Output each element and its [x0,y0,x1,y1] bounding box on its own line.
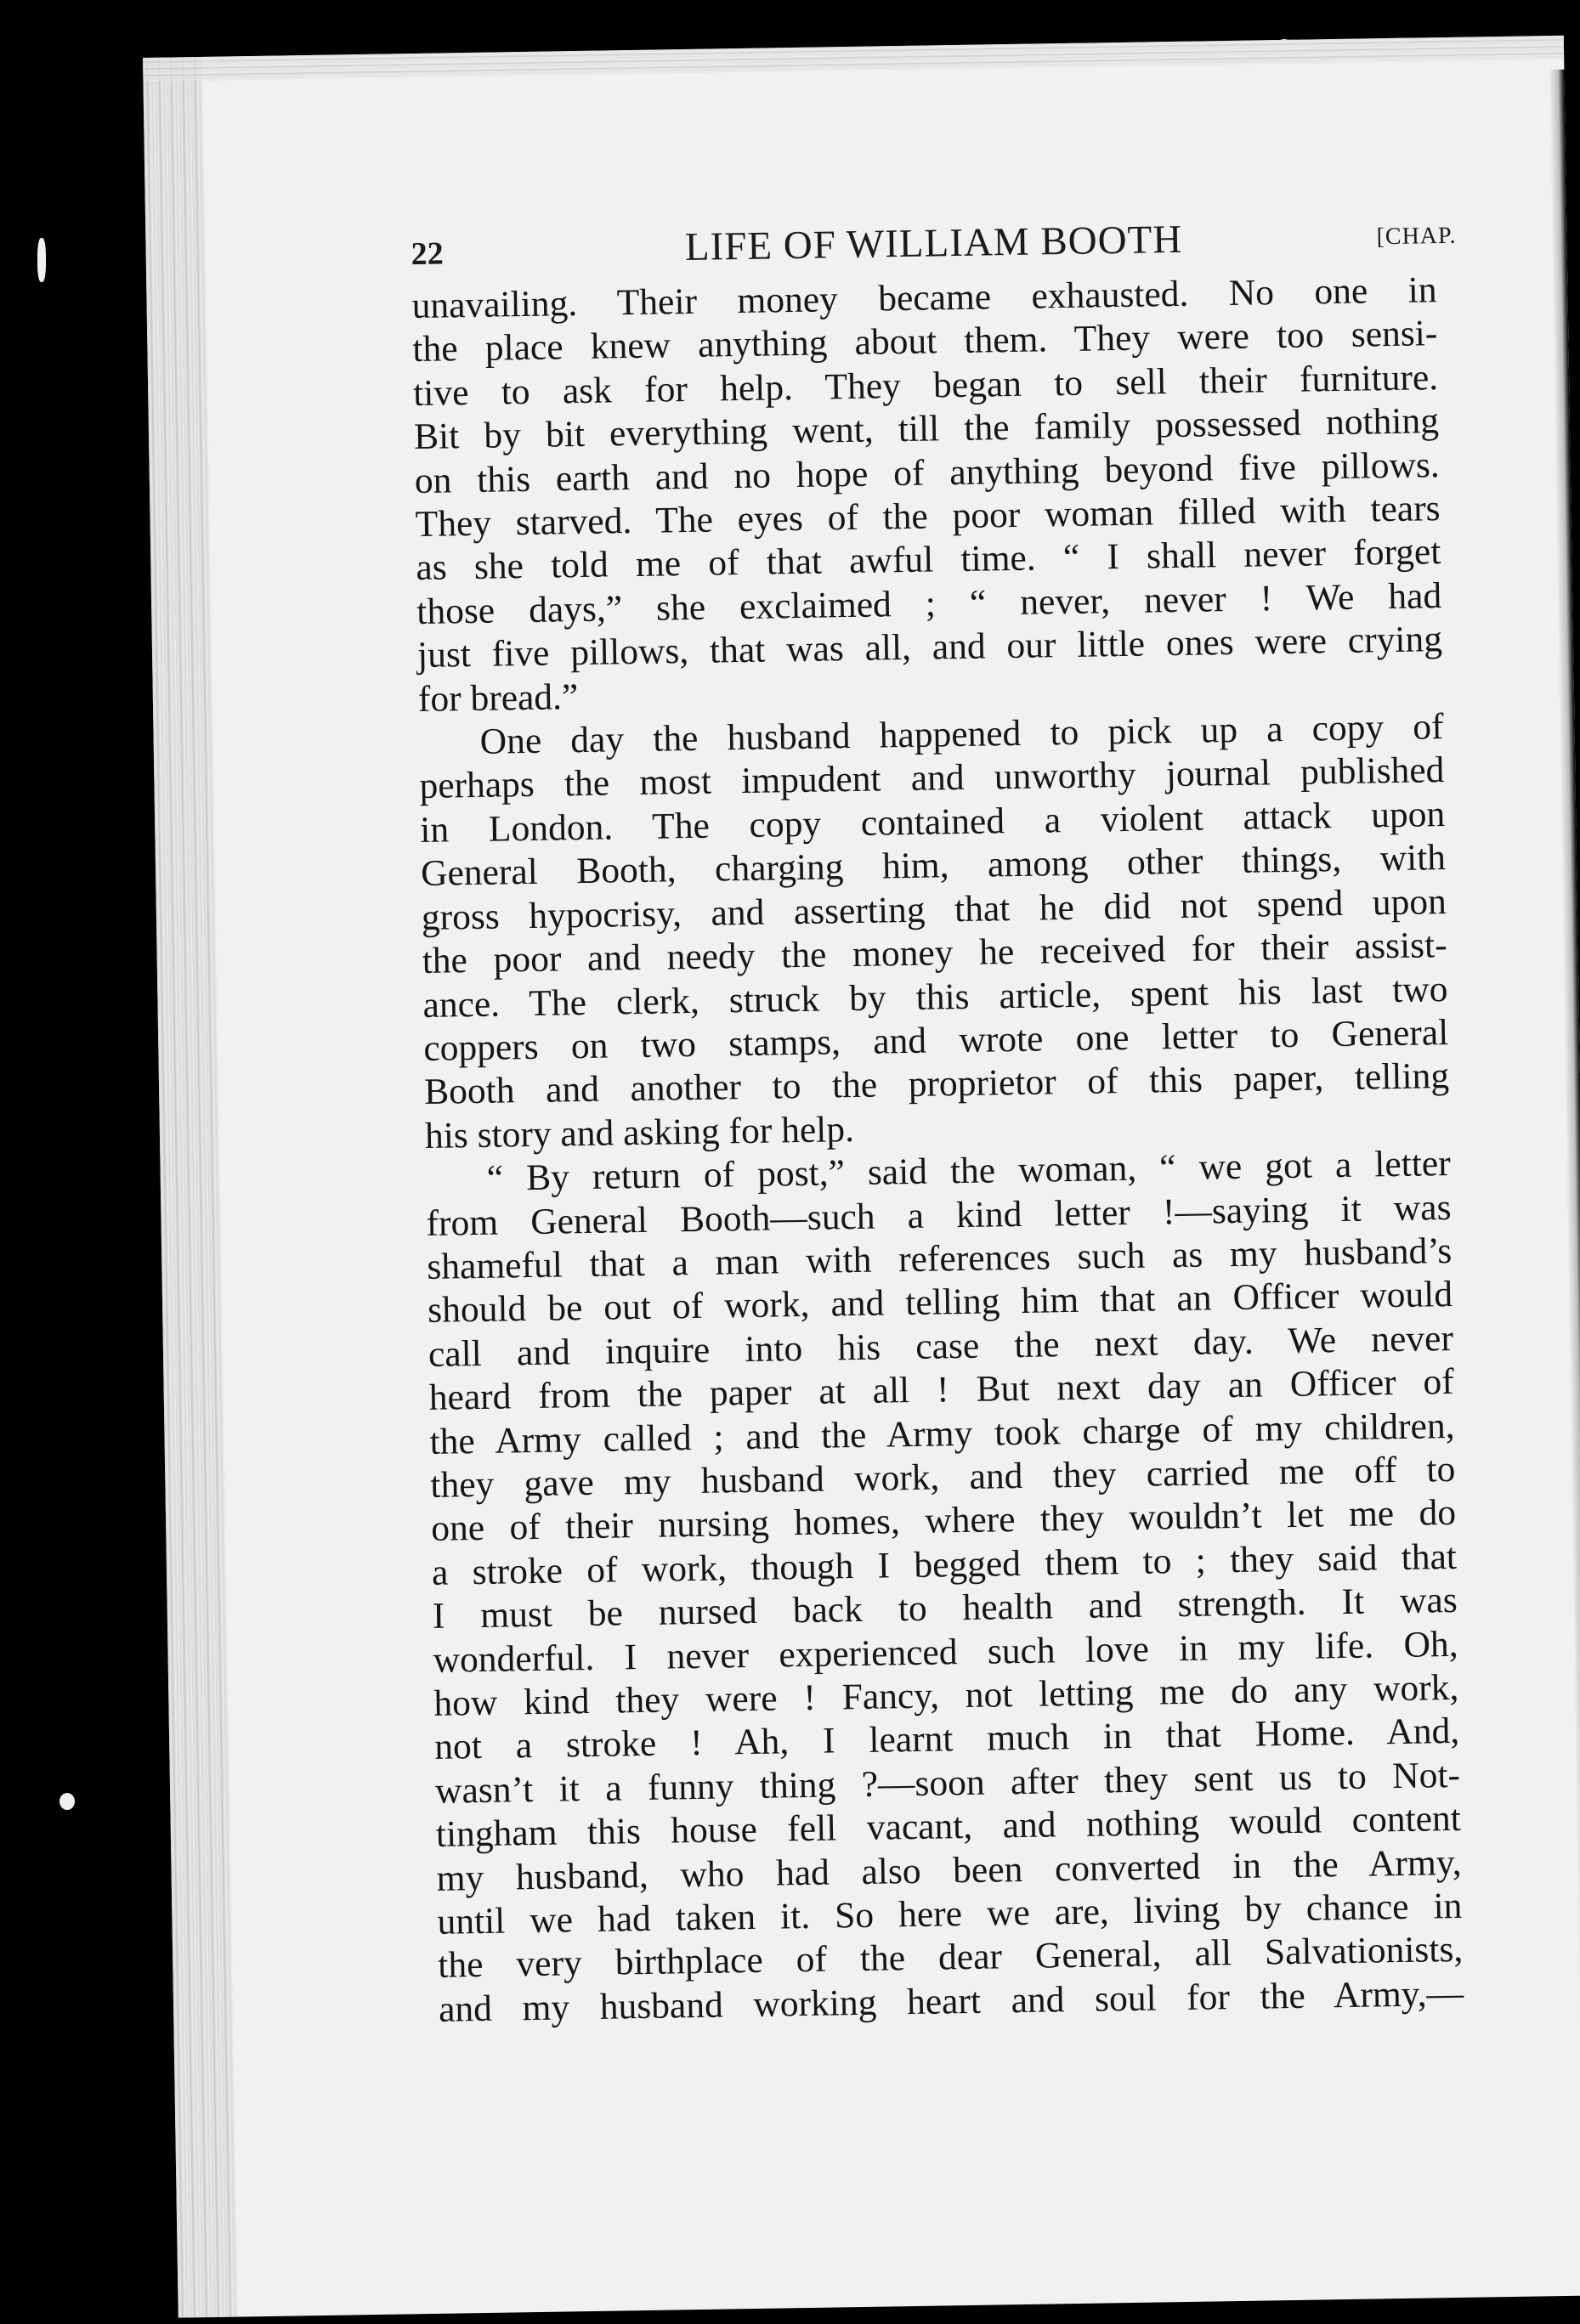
text-line: the poor and needy the money he received for their assist- [422,925,1447,982]
text-line: One day the husband happened to pick up a copy of [479,706,1444,762]
text-line: heard from the paper at all ! But next day an Officer of [428,1361,1455,1419]
text-line: gross hypocrisy, and asserting that he did not spend upon [421,880,1447,938]
text-line: I must be nursed back to health and strength. It was [432,1580,1458,1637]
text-line: as she told me of that awful time. “ I shall never forget [416,531,1441,589]
text-line: and my husband working heart and soul for the Army,— [438,1972,1464,2030]
text-line: coppers on two stamps, and wrote one letter to General [422,1011,1449,1069]
text-line: the Army called ; and the Army took charge of my children, [429,1405,1455,1462]
text-line: ance. The clerk, struck by this article, spent his last two [422,968,1448,1026]
paragraph [411,269,1443,721]
text-line: those days,” she exclaimed ; “ never, never ! We had [416,574,1442,632]
text-line: call and inquire into his case the next day. We never [428,1317,1454,1375]
text-line: how kind they were ! Fancy, not letting me do any work, [433,1666,1459,1724]
paragraph [425,1142,1464,2032]
text-line: not a stroke ! Ah, I learnt much in that Home. And, [433,1710,1460,1768]
text-line: for bread.” [417,676,579,720]
text-line: one of their nursing homes, where they wouldn’t let me do [430,1492,1457,1550]
text-line: wasn’t it a funny thing ?—soon after they sent us to Not- [434,1754,1461,1812]
scan-dust-speck [59,1793,75,1810]
text-line: they gave my husband work, and they carried me off to [430,1448,1456,1506]
body-text [411,269,1464,2032]
page-number: 22 [411,235,444,273]
text-line: perhaps the most impudent and unworthy journal published [419,749,1445,807]
text-line: “ By return of post,” said the woman, “ we got a letter [486,1143,1452,1199]
chapter-mark: [CHAP. [1376,222,1457,251]
scan-dust-speck [37,238,46,282]
page-right-edge [1549,70,1580,2194]
text-line: General Booth, charging him, among other things, with [420,837,1447,895]
text-line: tingham this house fell vacant, and nothing would content [435,1798,1462,1856]
text-line: They starved. The eyes of the poor woman filled with tears [415,488,1441,546]
text-line: in London. The copy contained a violent attack upon [419,793,1446,851]
text-line: his story and asking for help. [424,1108,855,1156]
text-line: tive to ask for help. They began to sell their furniture. [412,356,1439,414]
text-line: shameful that a man with references such as my husband’s [427,1230,1453,1287]
page-header [411,212,1457,280]
text-line: the very birthplace of the dear General, all Salvationists, [437,1929,1464,1987]
text-line: just five pillows, that was all, and our little ones were crying [416,619,1443,676]
text-line: my husband, who had also been converted in the Army, [436,1841,1462,1899]
text-line: unavailing. Their money became exhausted. No one in [411,269,1437,327]
book-page [143,36,1580,2318]
text-line: Bit by bit everything went, till the family possessed nothing [413,400,1440,458]
text-line: wonderful. I never experienced such love in my life. Oh, [433,1623,1458,1681]
page-edge-shadow [143,57,238,2318]
text-line: from General Booth—such a kind letter !—saying it was [426,1186,1452,1244]
text-line: Booth and another to the proprietor of this paper, telling [423,1055,1450,1113]
text-line: should be out of work, and telling him that an Officer would [427,1274,1453,1332]
page-top-edge-shadow [143,36,1564,82]
text-line: on this earth and no hope of anything beyond five pillows. [414,444,1441,501]
paragraph [418,705,1450,1158]
text-line: a stroke of work, though I begged them to ; they said that [431,1535,1458,1593]
text-line: until we had taken it. So here we are, living by chance in [437,1885,1463,1942]
running-title: LIFE OF WILLIAM BOOTH [684,217,1183,270]
text-line: the place knew anything about them. They were too sensi- [412,313,1438,370]
